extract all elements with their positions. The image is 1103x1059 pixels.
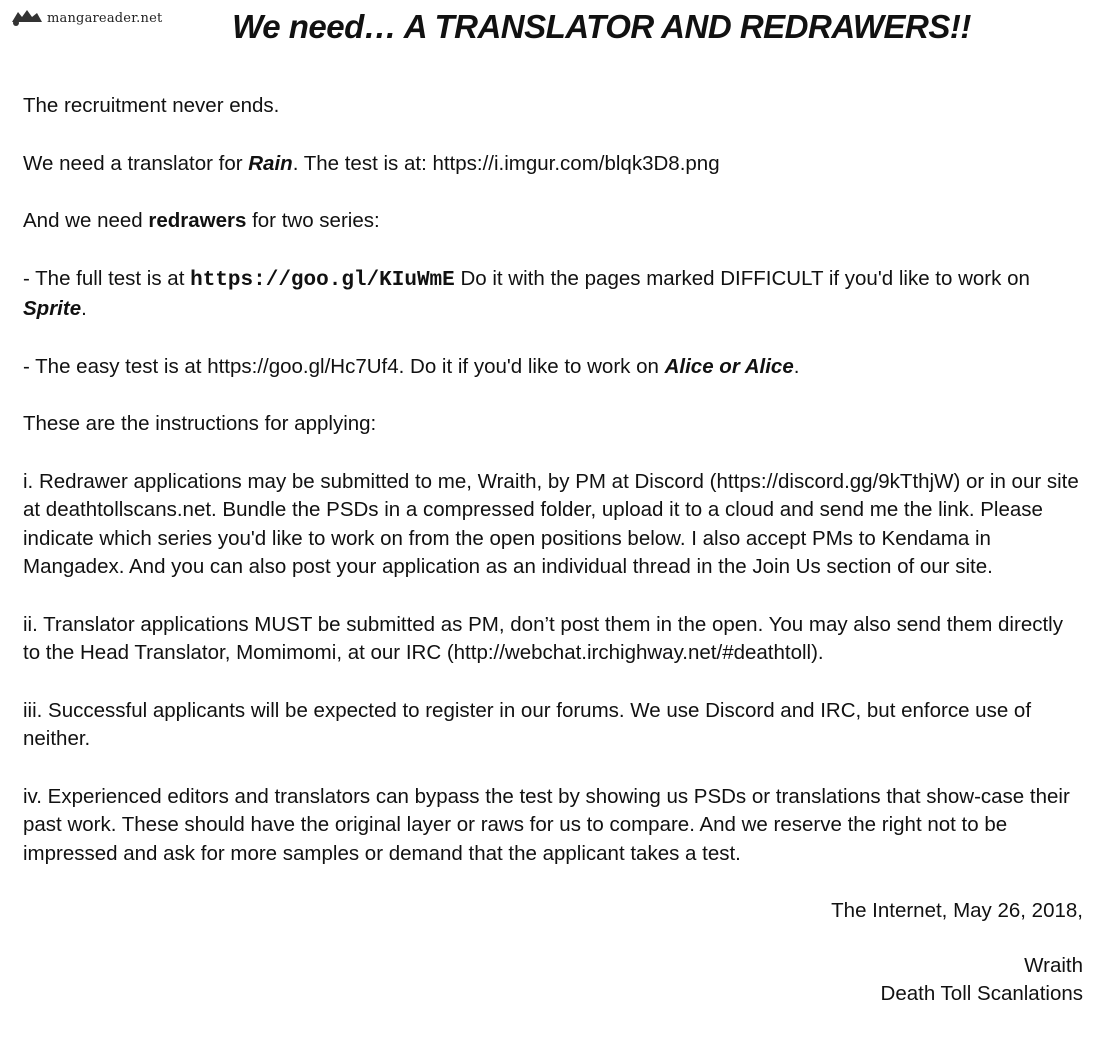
signature-group: Death Toll Scanlations — [880, 982, 1083, 1005]
full-test-post: . — [81, 297, 87, 320]
instruction-i: i. Redrawer applications may be submitted to me, Wraith, by PM at Discord (https://discord.gg/9kTthjW) or in our site at deathtollscans.net. Bundle the PSDs in a compressed folder, upload it to a cloud and send me the link. Please indicate which series you'd like to work on from the open positions below. I also accept PMs to Kendama in Mangadex. And you can also post your application as an individual thread in the Join Us section of our site. — [23, 469, 1079, 578]
instruction-iv: iv. Experienced editors and translators can bypass the test by showing us PSDs or translations that show-case their past work. These should have the original layer or raws for us to compare. And we reserve the right not to be impressed and ask for more samples or demand that the applicant takes a test. — [23, 784, 1070, 865]
signature-date: The Internet, May 26, 2018, — [831, 899, 1083, 922]
translator-pre: We need a translator for — [23, 151, 249, 175]
easy-test-pre: - The easy test is at https://goo.gl/Hc7Uf4. Do it if you'd like to work on — [23, 354, 665, 378]
announcement-body — [23, 92, 1083, 1009]
page-title: We need… A TRANSLATOR AND REDRAWERS!! — [232, 8, 971, 45]
full-test-link: https://goo.gl/KIuWmE — [190, 268, 455, 292]
instruction-ii: ii. Translator applications MUST be submitted as PM, don’t post them in the open. You may also send them directly to the Head Translator, Momimomi, at our IRC (http://webchat.irchighway.net/#deathtoll). — [23, 612, 1063, 664]
translator-paragraph — [23, 150, 1083, 179]
translator-post: . The test is at: https://i.imgur.com/blqk3D8.png — [292, 151, 720, 175]
full-test-paragraph — [23, 265, 1083, 324]
redrawers-bold: redrawers — [148, 209, 247, 232]
signature-block — [23, 952, 1083, 1009]
full-test-mid: Do it with the pages marked DIFFICULT if you'd like to work on — [454, 266, 1030, 290]
signature-name: Wraith — [1024, 953, 1083, 977]
redrawers-pre: And we need — [23, 209, 149, 232]
instructions-intro: These are the instructions for applying: — [23, 412, 377, 435]
series-sprite: Sprite — [23, 297, 82, 320]
logo-text: mangareader.net — [47, 10, 163, 26]
series-alice: Alice or Alice — [664, 354, 794, 378]
full-test-pre: - The full test is at — [23, 266, 191, 290]
easy-test-paragraph — [23, 353, 1083, 382]
redrawers-post: for two series: — [246, 209, 380, 232]
easy-test-post: . — [793, 354, 800, 378]
redrawers-paragraph — [23, 207, 1083, 236]
series-rain: Rain — [248, 151, 293, 175]
intro-paragraph: The recruitment never ends. — [23, 94, 280, 117]
instruction-iii: iii. Successful applicants will be expected to register in our forums. We use Discord and IRC, but enforce use of neither. — [23, 698, 1032, 750]
